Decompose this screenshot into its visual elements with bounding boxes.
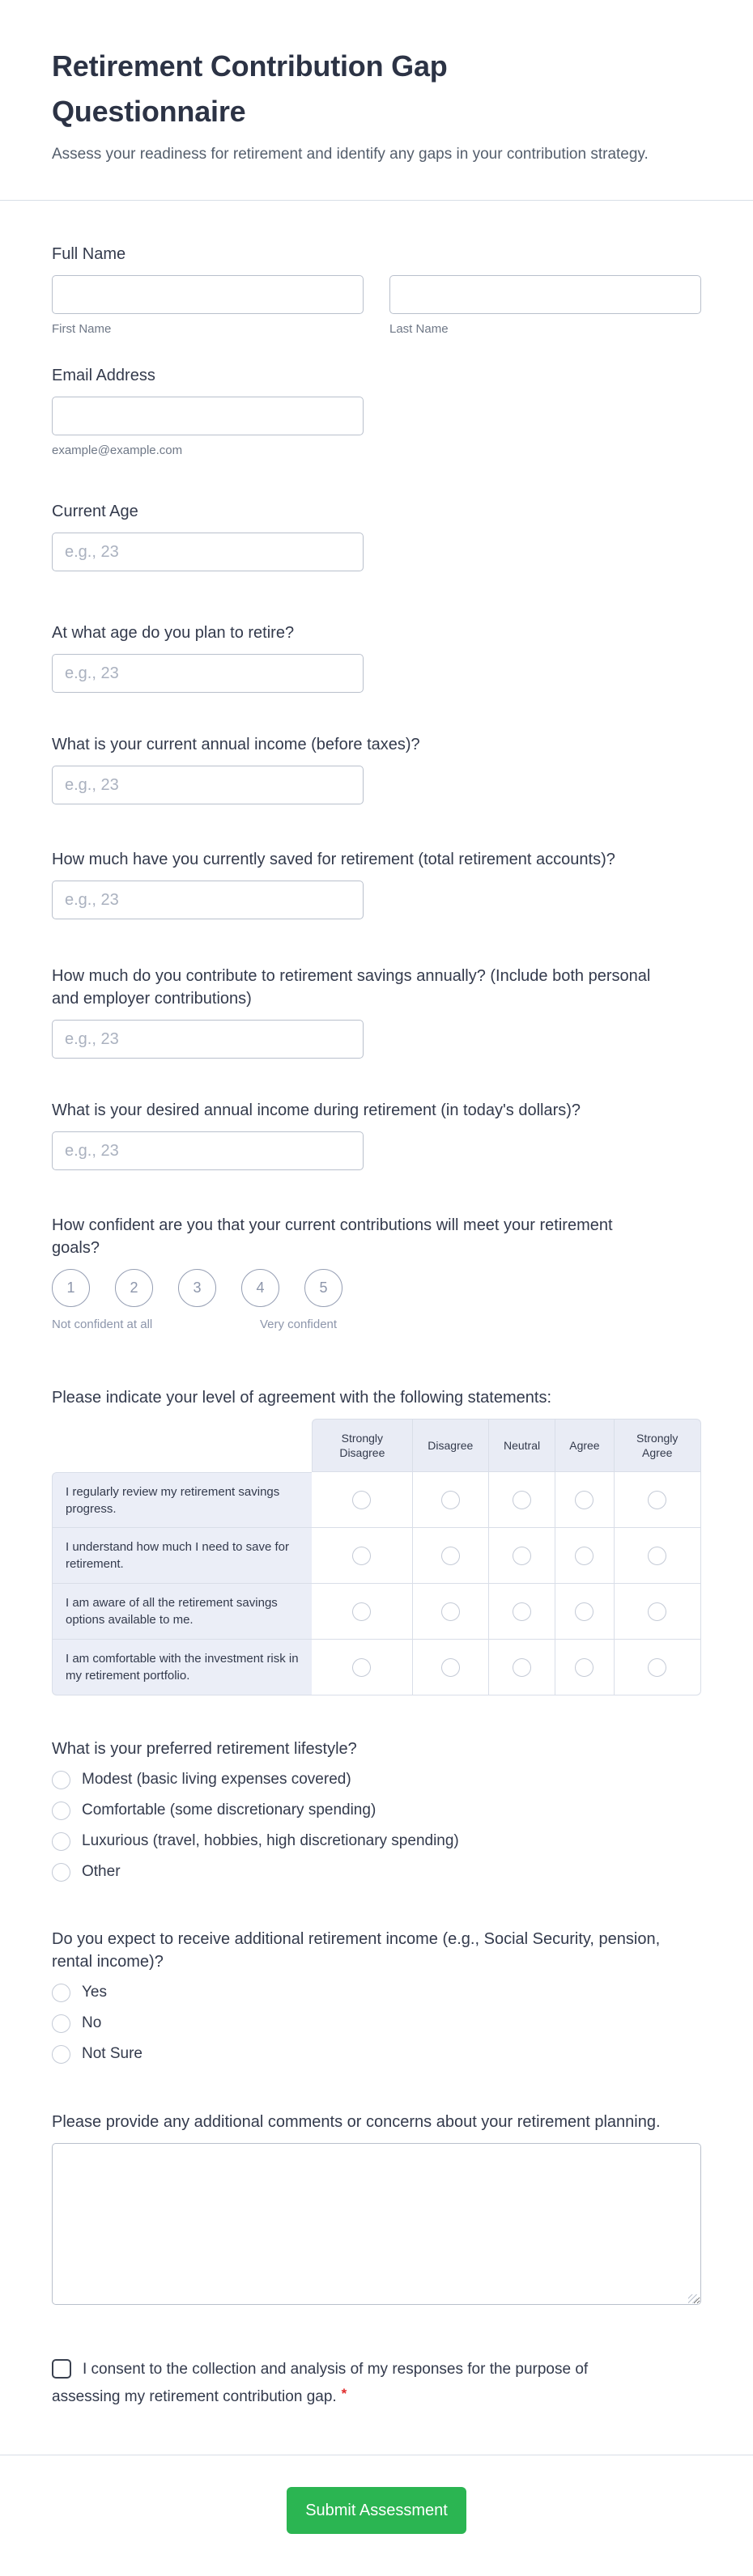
matrix-col-header: Strongly Disagree [312,1419,413,1472]
matrix-radio-cell[interactable] [312,1584,413,1640]
radio-icon [575,1491,593,1509]
field-agreement-matrix [52,1386,701,1695]
email-sublabel: example@example.com [52,443,183,457]
question-label: How much have you currently saved for retirement (total retirement accounts)? [52,851,615,868]
scale-option-3[interactable]: 3 [178,1269,216,1307]
current-age-input[interactable] [52,533,364,571]
matrix-row-label: I regularly review my retirement savings progress. [52,1472,312,1528]
radio-option-label: Not Sure [82,2045,143,2062]
radio-icon [575,1658,593,1677]
form-subtitle: Assess your readiness for retirement and identify any gaps in your contribution strategy. [52,146,649,163]
annual-income-input[interactable] [52,766,364,804]
question-label: What is your preferred retirement lifestyle? [52,1740,357,1758]
required-asterisk: * [341,2386,347,2401]
form-footer [0,2455,753,2576]
scale-option-1[interactable]: 1 [52,1269,90,1307]
field-additional-income [52,1928,701,2064]
question-label: How much do you contribute to retirement savings annually? (Include both personal and employer contributions) [52,967,651,1008]
email-input[interactable] [52,397,364,435]
radio-icon [52,2014,70,2033]
consent-checkbox[interactable] [52,2359,71,2379]
question-label: What is your current annual income (before taxes)? [52,736,420,753]
name-sublabels-row [52,314,701,337]
matrix-col-header: Disagree [413,1419,489,1472]
question-label: How confident are you that your current contributions will meet your retirement goals? [52,1216,613,1257]
matrix-radio-cell[interactable] [615,1472,701,1528]
radio-icon [513,1602,531,1621]
matrix-radio-cell[interactable] [555,1640,614,1695]
form-body [0,201,753,2455]
field-retire-age [52,622,701,693]
radio-icon [52,1832,70,1851]
question-label: Full Name [52,245,126,263]
radio-icon [352,1491,371,1509]
submit-button[interactable]: Submit Assessment [287,2487,466,2534]
radio-icon [441,1547,460,1565]
radio-icon [648,1602,666,1621]
scale-labels [52,1317,701,1349]
question-label: Email Address [52,367,155,384]
comments-textarea[interactable] [52,2143,701,2305]
matrix-radio-cell[interactable] [615,1584,701,1640]
field-annual-contribution [52,965,701,1059]
question-label: Please indicate your level of agreement with the following statements: [52,1389,552,1407]
radio-option-modest[interactable] [52,1770,701,1789]
radio-icon [648,1547,666,1565]
radio-option-yes[interactable] [52,1983,701,2002]
radio-icon [52,1984,70,2002]
radio-icon [352,1547,371,1565]
retire-age-input[interactable] [52,654,364,693]
radio-icon [575,1547,593,1565]
matrix-radio-cell[interactable] [413,1640,489,1695]
comments-textarea-wrap [52,2143,701,2309]
last-name-sublabel: Last Name [389,322,449,336]
radio-icon [513,1491,531,1509]
matrix-radio-cell[interactable] [555,1528,614,1584]
radio-icon [52,1863,70,1882]
matrix-row-label: I understand how much I need to save for retirement. [52,1528,312,1584]
field-confidence-scale [52,1214,701,1349]
radio-icon [441,1602,460,1621]
first-name-input[interactable] [52,275,364,314]
radio-icon [352,1658,371,1677]
matrix-radio-cell[interactable] [615,1528,701,1584]
matrix-row-label: I am comfortable with the investment risk in my retirement portfolio. [52,1640,312,1695]
radio-icon [52,1802,70,1820]
agreement-matrix-table [52,1419,701,1695]
radio-icon [441,1658,460,1677]
matrix-col-header: Agree [555,1419,614,1472]
radio-option-label: Luxurious (travel, hobbies, high discretionary spending) [82,1832,459,1849]
scale-option-5[interactable]: 5 [304,1269,342,1307]
radio-icon [648,1491,666,1509]
scale-max-label: Very confident [260,1318,338,1331]
matrix-col-header: Strongly Agree [615,1419,701,1472]
radio-icon [52,2045,70,2064]
radio-option-label: Other [82,1863,121,1880]
question-label: What is your desired annual income during retirement (in today's dollars)? [52,1101,581,1119]
last-name-input[interactable] [389,275,701,314]
additional-income-options [52,1983,701,2064]
radio-option-label: No [82,2014,102,2031]
field-saved-amount [52,848,701,919]
matrix-radio-cell[interactable] [555,1584,614,1640]
radio-icon [575,1602,593,1621]
question-label: Please provide any additional comments or concerns about your retirement planning. [52,2113,661,2131]
matrix-radio-cell[interactable] [489,1472,556,1528]
scale-option-2[interactable]: 2 [115,1269,153,1307]
confidence-scale [52,1269,701,1307]
first-name-sublabel: First Name [52,322,112,336]
scale-min-label: Not confident at all [52,1318,153,1331]
field-full-name [52,243,701,337]
matrix-corner-cell [52,1419,312,1472]
radio-icon [513,1547,531,1565]
radio-option-not-sure[interactable] [52,2044,701,2064]
consent-label: I consent to the collection and analysis of my responses for the purpose of assessing my retirement contribution gap. [52,2361,589,2405]
radio-option-other[interactable] [52,1862,701,1882]
matrix-col-header: Neutral [489,1419,556,1472]
matrix-radio-cell[interactable] [489,1528,556,1584]
matrix-radio-cell[interactable] [413,1472,489,1528]
radio-icon [52,1771,70,1789]
field-current-age [52,500,701,571]
matrix-radio-cell[interactable] [615,1640,701,1695]
field-email [52,364,701,458]
scale-option-4[interactable]: 4 [241,1269,279,1307]
radio-option-label: Yes [82,1984,107,2001]
field-comments [52,2111,701,2309]
annual-contribution-input[interactable] [52,1020,364,1059]
page-title: Retirement Contribution Gap Questionnaire [52,49,448,128]
matrix-radio-cell[interactable] [489,1640,556,1695]
name-inputs-row [52,275,701,314]
matrix-radio-cell[interactable] [312,1528,413,1584]
field-desired-income [52,1099,701,1170]
matrix-radio-cell[interactable] [555,1472,614,1528]
field-consent [52,2357,701,2455]
radio-option-label: Comfortable (some discretionary spending) [82,1802,376,1818]
radio-option-luxurious[interactable] [52,1831,701,1851]
saved-amount-input[interactable] [52,881,364,919]
radio-icon [352,1602,371,1621]
lifestyle-options [52,1770,701,1882]
question-label: Current Age [52,503,138,520]
question-label: At what age do you plan to retire? [52,624,295,642]
radio-option-no[interactable] [52,2014,701,2033]
matrix-radio-cell[interactable] [413,1584,489,1640]
radio-option-label: Modest (basic living expenses covered) [82,1771,351,1788]
consent-paragraph [52,2357,643,2409]
field-annual-income [52,733,701,804]
matrix-radio-cell[interactable] [312,1472,413,1528]
desired-income-input[interactable] [52,1131,364,1170]
field-lifestyle [52,1738,701,1882]
matrix-radio-cell[interactable] [312,1640,413,1695]
radio-option-comfortable[interactable] [52,1801,701,1820]
matrix-radio-cell[interactable] [489,1584,556,1640]
matrix-row-label: I am aware of all the retirement savings options available to me. [52,1584,312,1640]
radio-icon [648,1658,666,1677]
form-header [0,0,753,201]
question-label: Do you expect to receive additional retirement income (e.g., Social Security, pension, rental income)? [52,1930,661,1971]
matrix-radio-cell[interactable] [413,1528,489,1584]
radio-icon [513,1658,531,1677]
radio-icon [441,1491,460,1509]
